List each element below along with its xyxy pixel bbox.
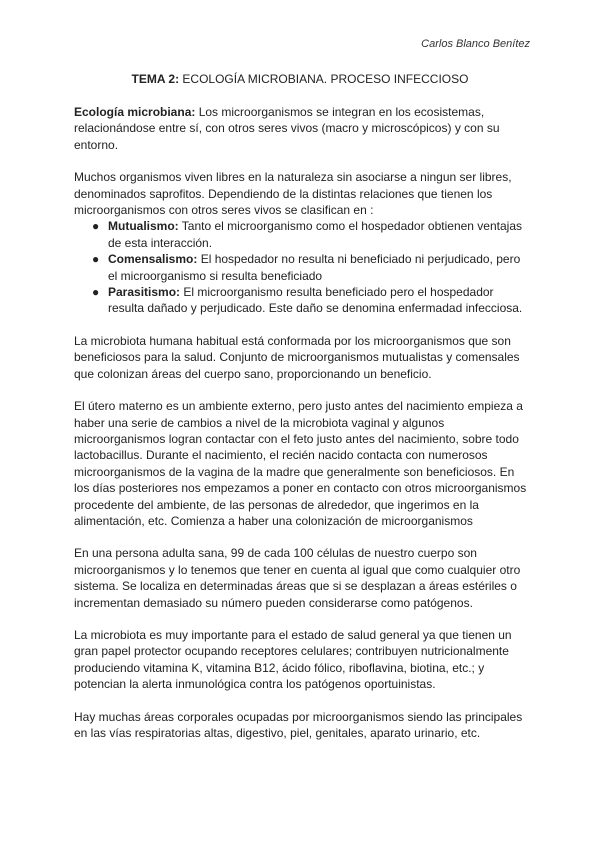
relations-list — [74, 218, 530, 316]
list-item-parasitismo — [92, 284, 530, 317]
author-name: Carlos Blanco Benítez — [421, 38, 530, 50]
relations-paragraph: Muchos organismos viven libres en la naturaleza sin asociarse a ningun ser libres, denominados saprofitos. Dependiendo de la distintas relaciones que tienen los microorganismos con otros seres vivos se clasifican en : — [74, 170, 512, 218]
paragraph-utero-materno: El útero materno es un ambiente externo, pero justo antes del nacimiento empieza a haber una serie de cambios a nivel de la microbiota vaginal y algunos microorganismos logran contactar con el feto justo antes del nacimiento, sobre todo lactobacillus. Durante el nacimiento, el recién nacido contacta con numerosos microorganismos de la vagina de la madre que generalmente son beneficiosos. En los días posteriores nos empezamos a poner en contacto con otros microorganismos procedente del ambiente, de las personas de alrededor, que ingerimos en la alimentación, etc. Comienza a haber una colonización de microorganismos — [74, 399, 527, 528]
document-body — [74, 104, 530, 757]
bullet-icon: ● — [92, 285, 100, 300]
list-item-text: Tanto el microorganismo como el hospedador obtienen ventajas de esta interacción. — [108, 219, 522, 250]
paragraph-importancia-microbiota: La microbiota es muy importante para el estado de salud general ya que tienen un gran papel protector ocupando receptores celulares; contribuyen nutricionalmente produciendo vitamina K, vitamina B12, ácido fólico, riboflavina, biotina, etc.; y potencian la alerta inmunológica contra los patógenos oportuinistas. — [74, 627, 512, 692]
intro-paragraph — [74, 104, 530, 153]
paragraph-areas-corporales: Hay muchas áreas corporales ocupadas por microorganismos siendo las principales en las vías respiratorias altas, digestivo, piel, genitales, aparato urinario, etc. — [74, 709, 523, 740]
paragraph-microbiota-humana: La microbiota humana habitual está conformada por los microorganismos que son beneficiosos para la salud. Conjunto de microorganismos mutualistas y comensales que colonizan áreas del cuerpo sano, proporcionando un beneficio. — [74, 333, 520, 381]
list-item-text: El microorganismo resulta beneficiado pero el hospedador resulta dañado y perjudicado. Este daño se denomina enfermadad infecciosa. — [108, 285, 523, 316]
list-item-text: El hospedador no resulta ni beneficiado ni perjudicado, pero el microorganismo si resulta beneficiado — [108, 252, 521, 283]
list-item-comensalismo — [92, 251, 530, 284]
bullet-icon: ● — [92, 219, 100, 234]
intro-term: Ecología microbiana: — [74, 105, 196, 119]
list-item-term: Parasitismo: — [108, 285, 181, 300]
list-item-term: Mutualismo: — [108, 219, 179, 234]
title-prefix: TEMA 2: — [131, 72, 180, 86]
bullet-icon: ● — [92, 252, 100, 267]
document-title — [0, 72, 600, 86]
list-item-term: Comensalismo: — [108, 252, 198, 267]
intro-text: Los microorganismos se integran en los ecosistemas, relacionándose entre sí, con otros seres vivos (macro y microscópicos) y con su entorno. — [74, 105, 500, 152]
paragraph-persona-adulta: En una persona adulta sana, 99 de cada 100 células de nuestro cuerpo son microorganismos y lo tenemos que tener en cuenta al igual que como cualquier otro sistema. Se localiza en determinadas áreas que si se desplazan a áreas estériles o incrementan demasiado su número pueden considerarse como patógenos. — [74, 546, 521, 610]
title-text: ECOLOGÍA MICROBIANA. PROCESO INFECCIOSO — [179, 72, 469, 86]
list-item-mutualismo — [92, 218, 530, 251]
